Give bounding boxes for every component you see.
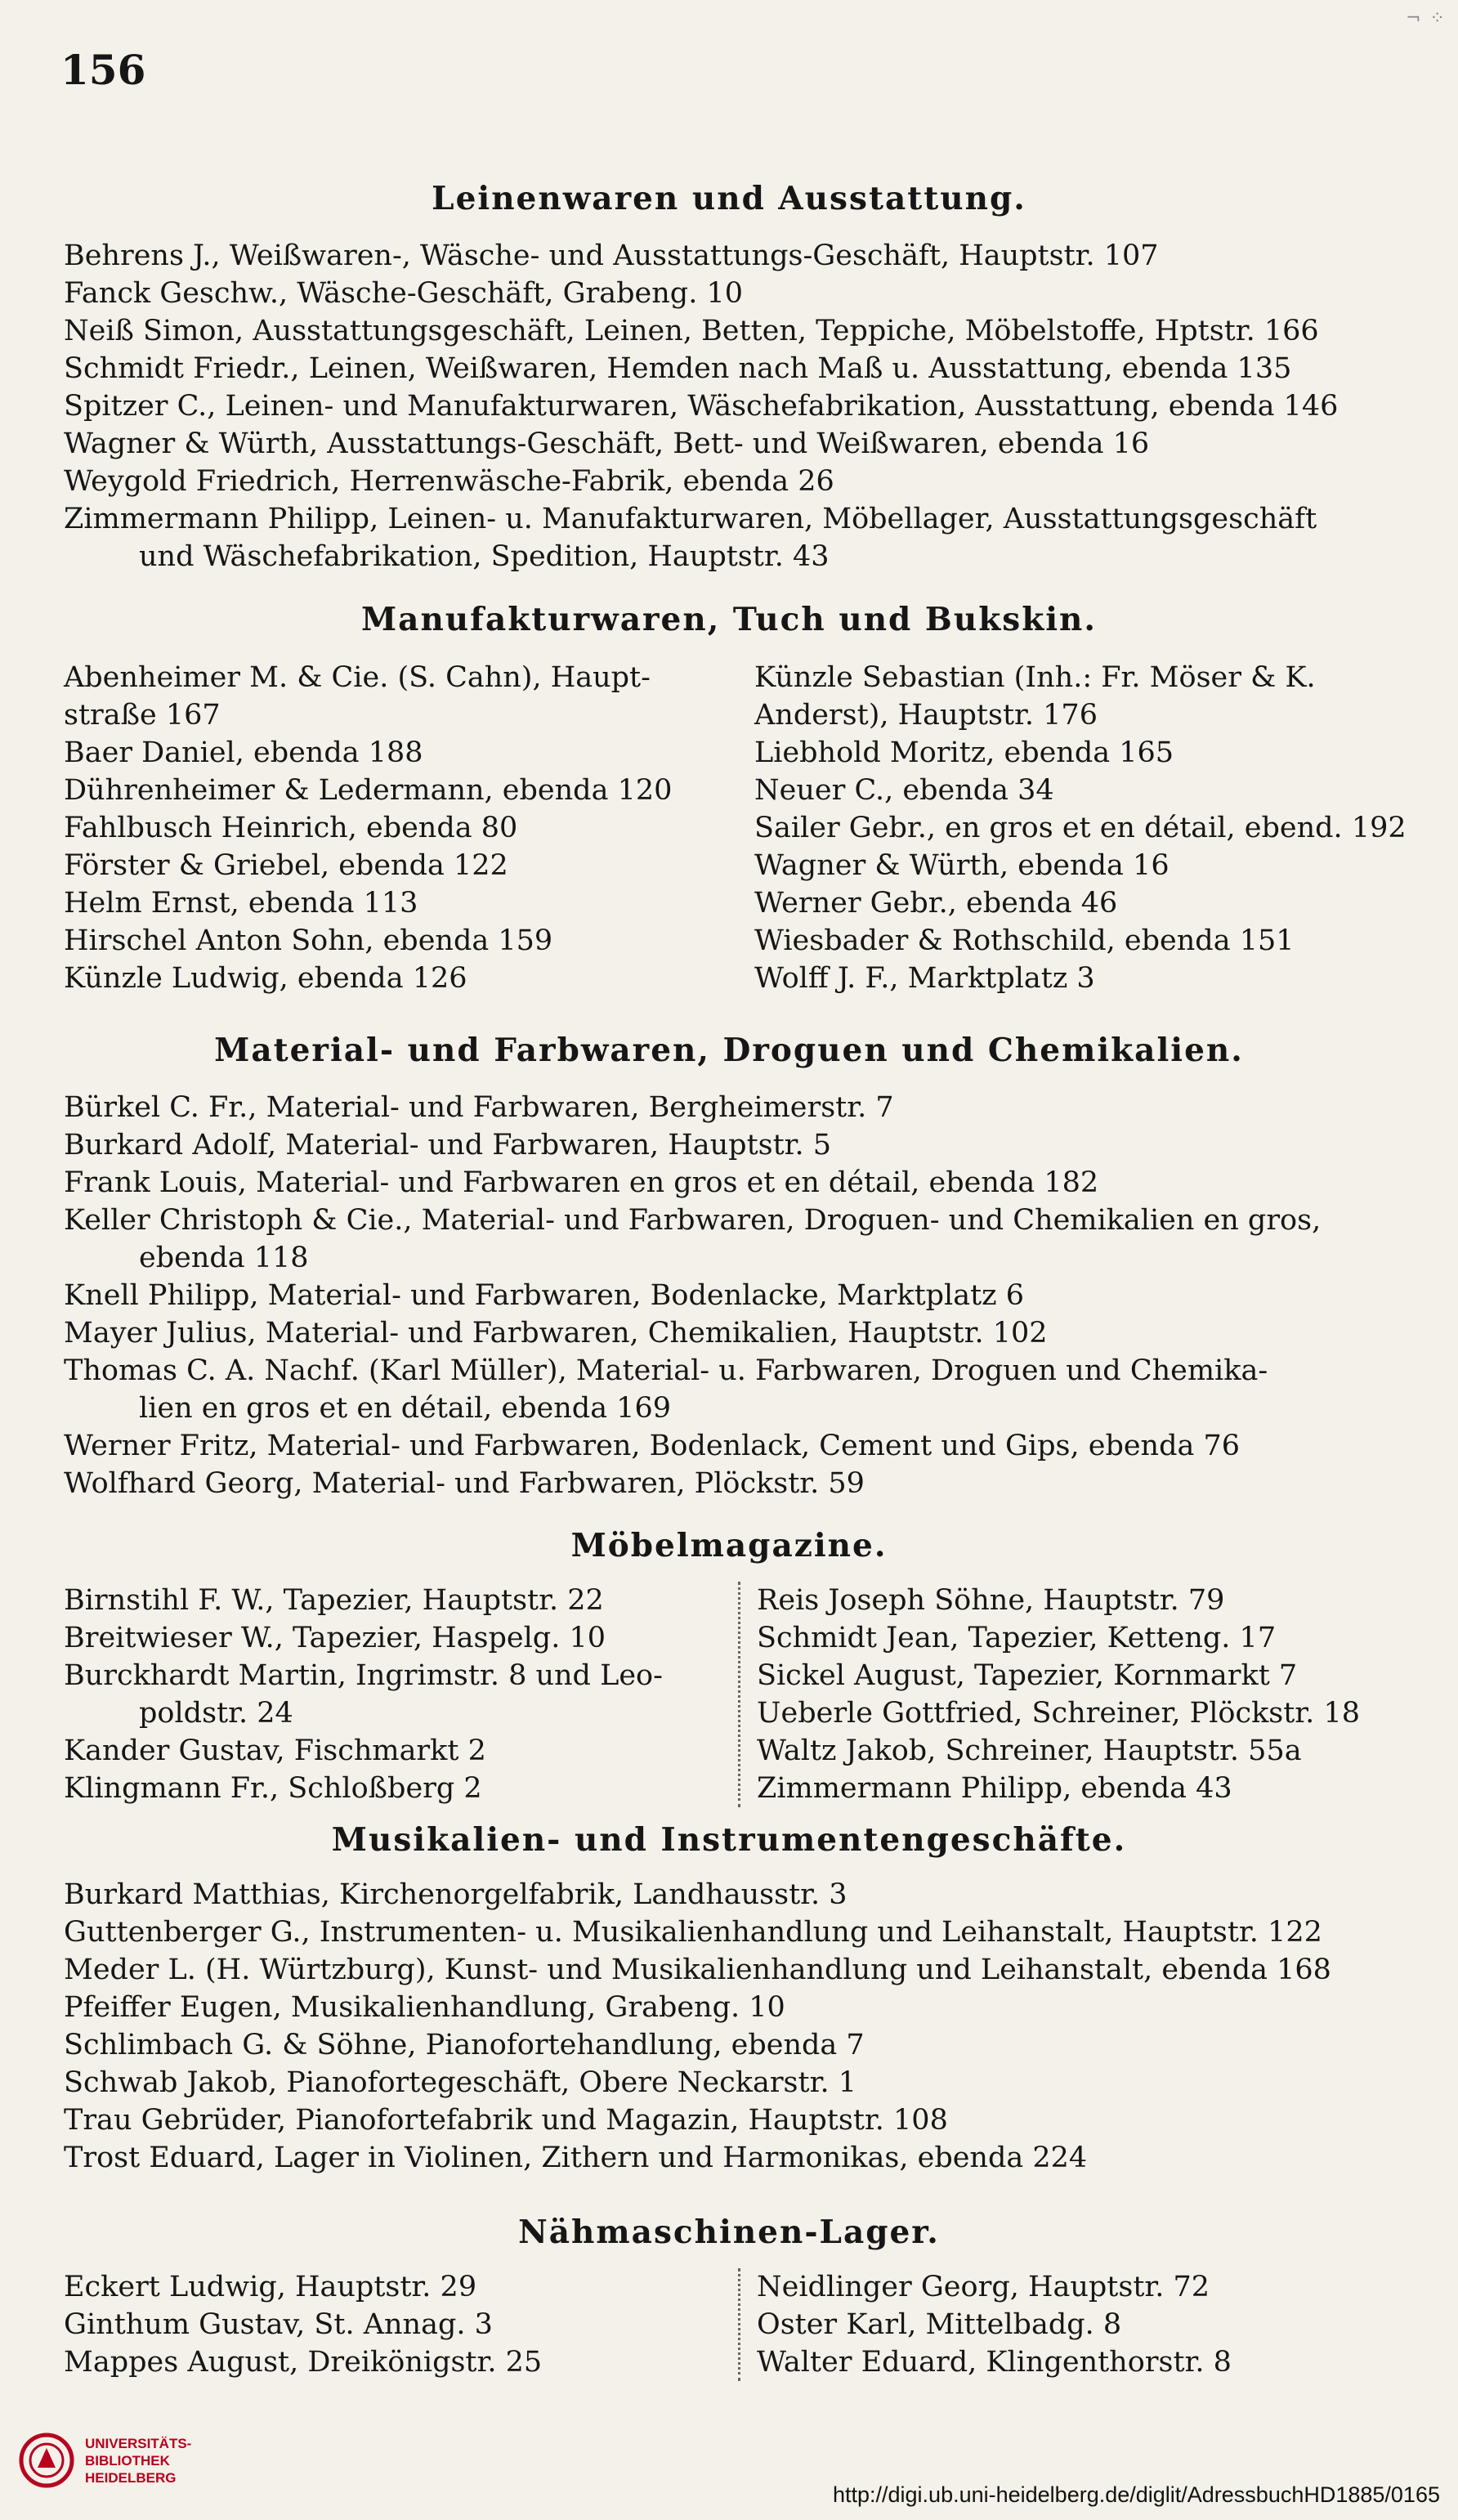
list-item: Wagner & Würth, ebenda 16 [754,849,1170,882]
list-item: Wiesbader & Rothschild, ebenda 151 [754,924,1295,957]
list-item-continuation: und Wäschefabrikation, Spedition, Hauptstr. 43 [139,540,830,573]
section-title-naehmaschinen: Nähmaschinen-Lager. [518,2213,940,2251]
page-number: 156 [60,46,146,94]
list-item: Trost Eduard, Lager in Violinen, Zithern und Harmonikas, ebenda 224 [64,2142,1088,2174]
list-item: Ginthum Gustav, St. Annag. 3 [64,2308,493,2341]
list-item: Reis Joseph Söhne, Hauptstr. 79 [757,1584,1225,1617]
list-item: Schwab Jakob, Pianofortegeschäft, Obere Neckarstr. 1 [64,2066,856,2099]
list-item: Neidlinger Georg, Hauptstr. 72 [757,2271,1210,2303]
list-item: Frank Louis, Material- und Farbwaren en gros et en détail, ebenda 182 [64,1166,1099,1199]
list-item: Dührenheimer & Ledermann, ebenda 120 [64,774,673,807]
list-item: Burkard Matthias, Kirchenorgelfabrik, Landhausstr. 3 [64,1878,848,1911]
list-item: Förster & Griebel, ebenda 122 [64,849,508,882]
list-item: Baer Daniel, ebenda 188 [64,736,423,769]
list-item: Zimmermann Philipp, Leinen- u. Manufakturwaren, Möbellager, Ausstattungsgeschäft [64,503,1317,535]
list-item: Mappes August, Dreikönigstr. 25 [64,2346,543,2379]
left-column [64,659,738,997]
list-item: Oster Karl, Mittelbadg. 8 [757,2308,1122,2341]
right-column [738,1582,1412,1807]
section-manufakturwaren [64,659,1412,997]
section-musikalien [64,1876,1412,2177]
list-item: Wolff J. F., Marktplatz 3 [754,962,1095,995]
section-moebelmagazine [64,1582,1412,1807]
logo-line: UNIVERSITÄTS- [85,2435,192,2451]
list-item: Behrens J., Weißwaren-, Wäsche- und Ausstattungs-Geschäft, Hauptstr. 107 [64,239,1159,272]
list-item: Klingmann Fr., Schloßberg 2 [64,1772,482,1805]
list-item: Zimmermann Philipp, ebenda 43 [757,1772,1232,1805]
list-item: Kander Gustav, Fischmarkt 2 [64,1734,486,1767]
section-materialwaren [64,1089,1412,1502]
list-item: Neuer C., ebenda 34 [754,774,1054,807]
library-logo[interactable] [18,2432,191,2489]
list-item: Pfeiffer Eugen, Musikalienhandlung, Grabeng. 10 [64,1991,785,2024]
library-logo-text [85,2435,191,2486]
list-item-continuation: lien en gros et en détail, ebenda 169 [139,1392,671,1425]
list-item: Mayer Julius, Material- und Farbwaren, Chemikalien, Hauptstr. 102 [64,1317,1048,1350]
list-item: Bürkel C. Fr., Material- und Farbwaren, Bergheimerstr. 7 [64,1091,894,1124]
list-item: Hirschel Anton Sohn, ebenda 159 [64,924,553,957]
list-item: Eckert Ludwig, Hauptstr. 29 [64,2271,477,2303]
list-item-continuation: straße 167 [64,699,221,732]
list-item: Spitzer C., Leinen- und Manufakturwaren, Wäschefabrikation, Ausstattung, ebenda 146 [64,390,1339,423]
list-item: Birnstihl F. W., Tapezier, Hauptstr. 22 [64,1584,604,1617]
list-item: Liebhold Moritz, ebenda 165 [754,736,1174,769]
list-item: Burckhardt Martin, Ingrimstr. 8 und Leo- [64,1659,663,1692]
section-leinenwaren [64,237,1412,575]
section-title-musikalien: Musikalien- und Instrumentengeschäfte. [331,1821,1127,1859]
list-item-continuation: poldstr. 24 [139,1697,293,1730]
source-url-link[interactable]: http://digi.ub.uni-heidelberg.de/diglit/AdressbuchHD1885/0165 [832,2482,1440,2507]
logo-line: BIBLIOTHEK [85,2452,170,2469]
list-item: Trau Gebrüder, Pianofortefabrik und Magazin, Hauptstr. 108 [64,2104,948,2137]
list-item: Abenheimer M. & Cie. (S. Cahn), Haupt- [64,661,651,694]
section-title-moebelmagazine: Möbelmagazine. [570,1527,888,1564]
list-item: Schmidt Jean, Tapezier, Ketteng. 17 [757,1622,1277,1654]
list-item: Ueberle Gottfried, Schreiner, Plöckstr. 18 [757,1697,1360,1730]
list-item: Keller Christoph & Cie., Material- und Farbwaren, Droguen- und Chemikalien en gros, [64,1204,1322,1237]
section-naehmaschinen [64,2268,1412,2381]
right-column [738,659,1412,997]
list-item: Thomas C. A. Nachf. (Karl Müller), Material- u. Farbwaren, Droguen und Chemika- [64,1354,1268,1387]
list-item: Weygold Friedrich, Herrenwäsche-Fabrik, ebenda 26 [64,465,834,498]
heidelberg-seal-icon [18,2432,75,2489]
list-item: Schlimbach G. & Söhne, Pianofortehandlung, ebenda 7 [64,2029,865,2061]
list-item: Sailer Gebr., en gros et en détail, ebend. 192 [754,812,1407,844]
list-item: Meder L. (H. Würtzburg), Kunst- und Musikalienhandlung und Leihanstalt, ebenda 168 [64,1954,1331,1986]
list-item: Künzle Sebastian (Inh.: Fr. Möser & K. [754,661,1316,694]
list-item: Guttenberger G., Instrumenten- u. Musikalienhandlung und Leihanstalt, Hauptstr. 122 [64,1916,1322,1949]
section-title-materialwaren: Material- und Farbwaren, Droguen und Chemikalien. [214,1032,1244,1069]
right-column [738,2268,1412,2381]
list-item: Schmidt Friedr., Leinen, Weißwaren, Hemden nach Maß u. Ausstattung, ebenda 135 [64,352,1292,385]
list-item: Künzle Ludwig, ebenda 126 [64,962,467,995]
list-item-continuation: Anderst), Hauptstr. 176 [754,699,1098,732]
list-item: Breitwieser W., Tapezier, Haspelg. 10 [64,1622,606,1654]
left-column [64,1582,738,1807]
list-item: Wagner & Würth, Ausstattungs-Geschäft, Bett- und Weißwaren, ebenda 16 [64,427,1150,460]
list-item: Wolfhard Georg, Material- und Farbwaren, Plöckstr. 59 [64,1467,865,1500]
left-column [64,2268,738,2381]
list-item: Waltz Jakob, Schreiner, Hauptstr. 55a [757,1734,1302,1767]
list-item: Sickel August, Tapezier, Kornmarkt 7 [757,1659,1298,1692]
list-item: Neiß Simon, Ausstattungsgeschäft, Leinen, Betten, Teppiche, Möbelstoffe, Hptstr. 166 [64,315,1319,347]
footer [0,2407,1458,2520]
section-title-manufakturwaren: Manufakturwaren, Tuch und Bukskin. [361,601,1097,638]
list-item: Walter Eduard, Klingenthorstr. 8 [757,2346,1232,2379]
edge-marks: ¬ ⁘ [1406,8,1447,29]
list-item: Knell Philipp, Material- und Farbwaren, Bodenlacke, Marktplatz 6 [64,1279,1025,1312]
section-title-leinenwaren: Leinenwaren und Ausstattung. [432,180,1026,217]
list-item: Helm Ernst, ebenda 113 [64,887,418,920]
list-item: Fanck Geschw., Wäsche-Geschäft, Grabeng. 10 [64,277,743,310]
logo-line: HEIDELBERG [85,2469,177,2486]
list-item-continuation: ebenda 118 [139,1242,309,1274]
list-item: Burkard Adolf, Material- und Farbwaren, Hauptstr. 5 [64,1129,832,1162]
list-item: Werner Gebr., ebenda 46 [754,887,1118,920]
list-item: Fahlbusch Heinrich, ebenda 80 [64,812,518,844]
list-item: Werner Fritz, Material- und Farbwaren, Bodenlack, Cement und Gips, ebenda 76 [64,1430,1241,1462]
